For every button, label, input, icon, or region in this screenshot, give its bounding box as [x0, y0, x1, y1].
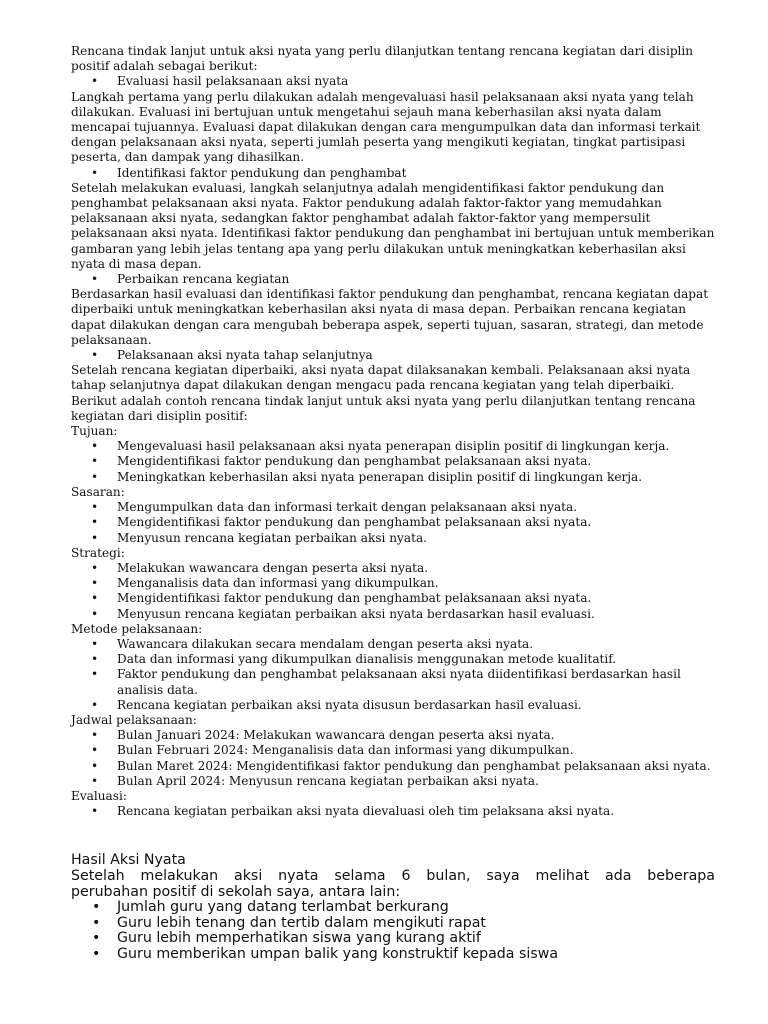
list-item: • Wawancara dilakukan secara mendalam dengan peserta aksi nyata. — [71, 637, 715, 652]
list-item: • Bulan Februari 2024: Menganalisis data dan informasi yang dikumpulkan. — [71, 743, 715, 758]
list-item: • Perbaikan rencana kegiatan — [71, 272, 715, 287]
hasil-intro-line-2: perubahan positif di sekolah saya, antara lain: — [71, 883, 401, 900]
section-1-text: Langkah pertama yang perlu dilakukan adalah mengevaluasi hasil pelaksanaan aksi nyata yang telah dilakukan. Evaluasi ini bertujuan untuk mengetahui sejauh mana keberhasilan aksi nyata dalam mencapai tujuannya. Evaluasi dapat dilakukan dengan cara mengumpulkan data dan informasi terkait dengan pelaksanaan aksi nyata, seperti jumlah peserta yang mengikuti kegiatan, tingkat partisipasi peserta, dan dampak yang dihasilkan. — [71, 89, 701, 165]
list-item: • Mengevaluasi hasil pelaksanaan aksi nyata penerapan disiplin positif di lingkungan kerja. — [71, 439, 715, 454]
hasil-aksi-nyata-section — [71, 853, 715, 962]
group-label-strategi: Strategi: — [71, 545, 125, 560]
list-item: • Mengidentifikasi faktor pendukung dan penghambat pelaksanaan aksi nyata. — [71, 515, 715, 530]
list-item: • Mengidentifikasi faktor pendukung dan penghambat pelaksanaan aksi nyata. — [71, 591, 715, 606]
list-item: • Bulan Januari 2024: Melakukan wawancara dengan peserta aksi nyata. — [71, 728, 715, 743]
list-item: • Pelaksanaan aksi nyata tahap selanjutnya — [71, 348, 715, 363]
group-label-evaluasi: Evaluasi: — [71, 788, 127, 803]
section-3-text: Berdasarkan hasil evaluasi dan identifikasi faktor pendukung dan penghambat, rencana kegiatan dapat diperbaiki untuk meningkatkan keberhasilan aksi nyata di masa depan. Perbaikan rencana kegiatan dapat dilakukan dengan cara mengubah beberapa aspek, seperti tujuan, sasaran, strategi, dan metode pelaksanaan. — [71, 287, 709, 347]
group-label-metode: Metode pelaksanaan: — [71, 621, 203, 636]
list-item: • Melakukan wawancara dengan peserta aksi nyata. — [71, 561, 715, 576]
group-label-sasaran: Sasaran: — [71, 484, 125, 499]
tujuan-list — [71, 439, 715, 485]
hasil-heading: Hasil Aksi Nyata — [71, 852, 186, 869]
list-item: • Jumlah guru yang datang terlambat berkurang — [71, 900, 715, 916]
list-item: • Data dan informasi yang dikumpulkan dianalisis menggunakan metode kualitatif. — [71, 652, 715, 667]
group-label-jadwal: Jadwal pelaksanaan: — [71, 712, 197, 727]
section-2-text: Setelah melakukan evaluasi, langkah selanjutnya adalah mengidentifikasi faktor pendukung dan penghambat pelaksanaan aksi nyata. Faktor pendukung adalah faktor-faktor yang memudahkan pelaksanaan aksi nyata, sedangkan faktor penghambat adalah faktor-faktor yang mempersulit pelaksanaan aksi nyata. Identifikasi faktor pendukung dan penghambat ini bertujuan untuk memberikan gambaran yang lebih jelas tentang apa yang perlu dilakukan untuk meningkatkan keberhasilan aksi nyata di masa depan. — [71, 180, 715, 271]
section-3-list — [71, 272, 715, 287]
sasaran-list — [71, 500, 715, 546]
list-item: • Guru lebih memperhatikan siswa yang kurang aktif — [71, 931, 715, 947]
section-2-list — [71, 166, 715, 181]
list-item: • Menyusun rencana kegiatan perbaikan aksi nyata. — [71, 531, 715, 546]
list-item: • Mengidentifikasi faktor pendukung dan penghambat pelaksanaan aksi nyata. — [71, 454, 715, 469]
list-item: • Evaluasi hasil pelaksanaan aksi nyata — [71, 74, 715, 89]
list-item: • Identifikasi faktor pendukung dan penghambat — [71, 166, 715, 181]
section-gap — [71, 819, 715, 853]
list-item: • Menganalisis data dan informasi yang dikumpulkan. — [71, 576, 715, 591]
hasil-list — [71, 900, 715, 962]
list-item: • Bulan April 2024: Menyusun rencana kegiatan perbaikan aksi nyata. — [71, 774, 715, 789]
section-1-list — [71, 74, 715, 89]
list-item: • Rencana kegiatan perbaikan aksi nyata dievaluasi oleh tim pelaksana aksi nyata. — [71, 804, 715, 819]
jadwal-list — [71, 728, 715, 789]
follow-up-plan-section — [71, 44, 715, 819]
section-4-list — [71, 348, 715, 363]
intro-paragraph: Rencana tindak lanjut untuk aksi nyata yang perlu dilanjutkan tentang rencana kegiatan dari disiplin positif adalah sebagai berikut: — [71, 44, 694, 74]
list-item: • Guru lebih tenang dan tertib dalam mengikuti rapat — [71, 916, 715, 932]
list-item: • Menyusun rencana kegiatan perbaikan aksi nyata berdasarkan hasil evaluasi. — [71, 607, 715, 622]
list-item: • Meningkatkan keberhasilan aksi nyata penerapan disiplin positif di lingkungan kerja. — [71, 470, 715, 485]
list-item: • Rencana kegiatan perbaikan aksi nyata disusun berdasarkan hasil evaluasi. — [71, 698, 715, 713]
example-intro: Berikut adalah contoh rencana tindak lanjut untuk aksi nyata yang perlu dilanjutkan tentang rencana kegiatan dari disiplin positif: — [71, 393, 696, 423]
list-item: • Bulan Maret 2024: Mengidentifikasi faktor pendukung dan penghambat pelaksanaan aksi nyata. — [71, 759, 715, 774]
group-label-tujuan: Tujuan: — [71, 424, 118, 439]
evaluasi-list — [71, 804, 715, 819]
document-page — [71, 44, 715, 963]
list-item: • Mengumpulkan data dan informasi terkait dengan pelaksanaan aksi nyata. — [71, 500, 715, 515]
strategi-list — [71, 561, 715, 622]
metode-list — [71, 637, 715, 713]
hasil-intro-line-1: Setelah melakukan aksi nyata selama 6 bulan, saya melihat ada beberapa — [71, 867, 715, 884]
section-4-text: Setelah rencana kegiatan diperbaiki, aksi nyata dapat dilaksanakan kembali. Pelaksanaan aksi nyata tahap selanjutnya dapat dilakukan dengan mengacu pada rencana kegiatan yang telah diperbaiki. — [71, 363, 691, 393]
list-item: • Faktor pendukung dan penghambat pelaksanaan aksi nyata diidentifikasi berdasarkan hasil analisis data. — [71, 667, 715, 697]
list-item: • Guru memberikan umpan balik yang konstruktif kepada siswa — [71, 947, 715, 963]
